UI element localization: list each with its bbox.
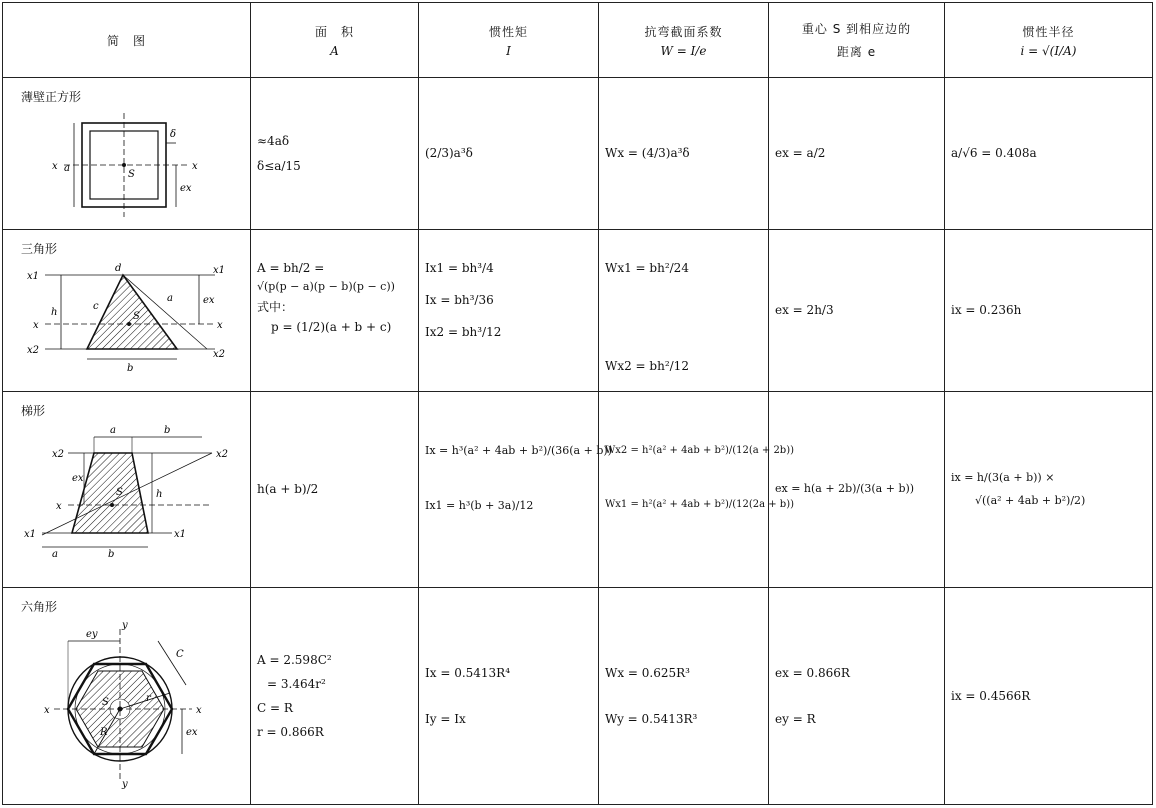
radius-cell (945, 392, 1153, 588)
label-x1: x1 (23, 529, 36, 540)
header-inertia (419, 3, 599, 78)
formula-text: Wx = 0.625R³ (605, 665, 690, 680)
formula-text: 惯性半径 (1022, 24, 1075, 39)
label-s: S (115, 487, 123, 498)
table-row (3, 78, 1153, 230)
header-radius (945, 3, 1153, 78)
formula-text: I (506, 43, 511, 58)
trapezoid-section-figure (22, 423, 232, 563)
label-a: a (109, 425, 116, 436)
label-a: a (63, 163, 70, 174)
header-row (3, 3, 1153, 78)
formula-text: 抗弯截面系数 (644, 24, 723, 39)
label-d: d (114, 263, 121, 274)
label-c: c (92, 301, 99, 312)
modulus-cell (599, 78, 769, 230)
formula-text: Wx1 = bh²/24 (605, 261, 689, 275)
label-s: S (127, 169, 135, 180)
formula-text: W = I/e (660, 43, 707, 58)
formula-text: Ix = bh³/36 (425, 293, 494, 308)
formula-text: ex = 0.866R (775, 665, 850, 680)
formula-text: A = bh/2 = (257, 261, 325, 275)
label-h: h (50, 307, 57, 318)
label-ey: ey (85, 629, 98, 640)
formula-text: ix = h/(3(a + b)) × (951, 470, 1055, 484)
area-cell (251, 78, 419, 230)
label-b-bottom: b (107, 549, 114, 560)
formula-text: √(p(p − a)(p − b)(p − c)) (257, 280, 395, 294)
square-section-figure (52, 109, 202, 221)
formula-text: C = R (257, 701, 293, 715)
header-modulus (599, 3, 769, 78)
formula-text: Wx2 = bh²/12 (605, 359, 689, 374)
label-x-right: x (191, 161, 198, 172)
label-x2: x2 (51, 449, 64, 460)
formula-text: Wy = 0.5413R³ (605, 712, 698, 726)
formula-text: i = √(I/A) (1020, 43, 1077, 58)
formula-text: a/√6 = 0.408a (951, 146, 1037, 161)
label-r: r (145, 693, 151, 704)
label-C: C (175, 649, 184, 660)
label-ex: ex (185, 727, 198, 738)
formula-text: 惯性矩 (488, 24, 528, 39)
formula-text: Ix1 = h³(b + 3a)/12 (425, 498, 534, 512)
formula-text: r = 0.866R (257, 725, 324, 740)
inertia-cell (419, 392, 612, 588)
area-cell (251, 392, 419, 588)
header-area (251, 3, 419, 78)
inertia-cell (419, 78, 599, 230)
formula-text: A (330, 43, 339, 58)
table-row (3, 392, 1153, 588)
formula-text: A = 2.598C² (257, 652, 332, 667)
formula-text: 简 图 (106, 33, 146, 48)
formula-text: 重心 S 到相应边的 (801, 22, 912, 36)
label-x2: x2 (26, 345, 39, 356)
formula-text: p = (1/2)(a + b + c) (271, 320, 392, 335)
label-x-right: x (195, 705, 202, 716)
area-cell (251, 588, 419, 805)
header-diagram (3, 3, 251, 78)
formula-text: ix = 0.4566R (951, 688, 1031, 703)
shape-name: 六角形 (21, 600, 58, 614)
radius-cell (945, 78, 1153, 230)
label-a-bottom: a (51, 549, 58, 560)
label-b: b (126, 363, 133, 373)
label-x: x (43, 705, 50, 716)
inertia-cell (419, 230, 599, 392)
formula-text: Wx = (4/3)a³δ (605, 146, 690, 161)
shape-name: 薄壁正方形 (21, 90, 82, 104)
formula-text: ex = 2h/3 (775, 303, 834, 318)
label-ex: ex (179, 183, 192, 194)
centroid-cell (769, 392, 945, 588)
label-x: x (55, 501, 62, 512)
centroid-cell (769, 588, 945, 805)
formula-text: ey = R (775, 712, 816, 726)
table-row (3, 230, 1153, 392)
shape-name: 三角形 (21, 242, 58, 256)
label-delta: δ (169, 129, 176, 140)
centroid-cell (769, 78, 945, 230)
radius-cell (945, 230, 1153, 392)
formula-text: ix = 0.236h (951, 303, 1022, 318)
label-ex: ex (71, 473, 84, 484)
formula-text: Ix2 = bh³/12 (425, 325, 502, 340)
formula-text: Wx2 = h²(a² + 4ab + b²)/(12(a + 2b)) (605, 445, 795, 456)
table-row (3, 588, 1153, 805)
area-cell (251, 230, 419, 392)
label-x1: x1 (26, 271, 39, 282)
formula-text: = 3.464r² (267, 676, 326, 691)
modulus-cell (599, 588, 769, 805)
label-x1-right: x1 (173, 529, 186, 540)
diagram-cell (3, 392, 251, 588)
inertia-cell (419, 588, 599, 805)
label-R: R (99, 727, 108, 738)
label-y: y (121, 620, 128, 631)
label-s: S (132, 311, 140, 322)
formula-text: Ix1 = bh³/4 (425, 261, 494, 275)
formula-text: ex = a/2 (775, 146, 826, 161)
modulus-cell (599, 230, 769, 392)
label-x: x (32, 320, 39, 331)
label-x: x (51, 161, 58, 172)
section-properties-table (2, 2, 1153, 805)
label-h: h (155, 489, 162, 500)
radius-cell (945, 588, 1153, 805)
label-b: b (163, 425, 170, 436)
header-centroid (769, 3, 945, 78)
triangle-section-figure (27, 261, 227, 373)
formula-text: Ix = h³(a² + 4ab + b²)/(36(a + b)) (425, 444, 612, 457)
diagram-cell (3, 78, 251, 230)
label-ex: ex (202, 295, 215, 306)
diagram-cell (3, 588, 251, 805)
formula-text: ex = h(a + 2b)/(3(a + b)) (775, 482, 915, 496)
centroid-cell (769, 230, 945, 392)
formula-text: δ≤a/15 (257, 158, 301, 173)
formula-text: 面 积 (314, 24, 354, 39)
formula-text: Iy = Ix (425, 712, 466, 726)
formula-text: (2/3)a³δ (425, 146, 473, 161)
label-y-bottom: y (121, 779, 128, 789)
label-a: a (166, 293, 173, 304)
label-s: S (101, 697, 109, 708)
shape-name: 梯形 (21, 404, 46, 418)
label-x2-right: x2 (212, 349, 225, 360)
formula-text: √((a² + 4ab + b²)/2) (975, 493, 1086, 507)
formula-text: 式中： (257, 300, 294, 315)
formula-text: 距离 e (836, 45, 877, 59)
label-x2-right: x2 (215, 449, 228, 460)
modulus-cell (599, 392, 795, 588)
label-x1-right: x1 (212, 265, 225, 276)
diagram-cell (3, 230, 251, 392)
formula-text: ≈4aδ (257, 134, 290, 149)
label-x-right: x (216, 320, 223, 331)
formula-text: Ix = 0.5413R⁴ (425, 665, 511, 680)
formula-text: h(a + b)/2 (257, 482, 319, 497)
formula-text: Wx1 = h²(a² + 4ab + b²)/(12(2a + b)) (605, 498, 795, 510)
hexagon-section-figure (42, 619, 212, 789)
